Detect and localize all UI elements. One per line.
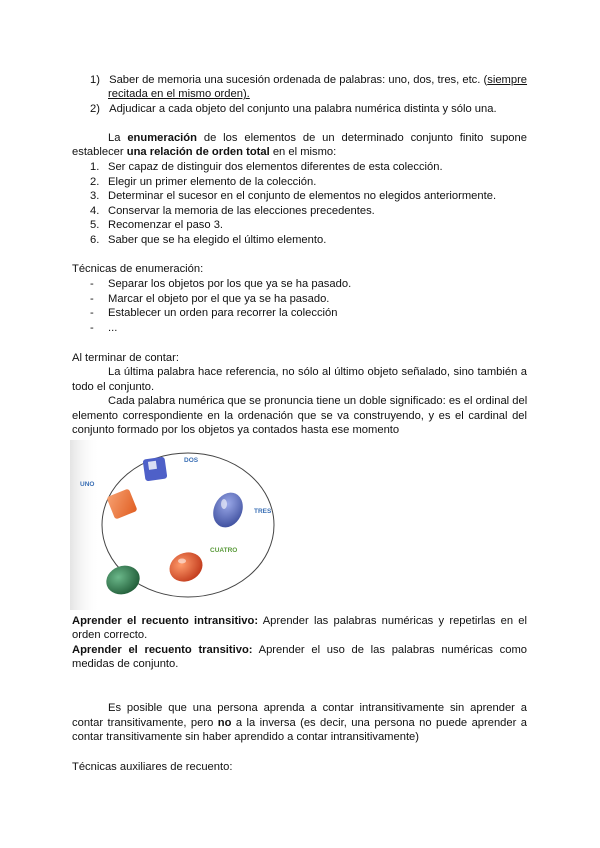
list1-item-2 bbox=[80, 102, 497, 116]
list2-item bbox=[90, 189, 497, 203]
final-l2-bold: no bbox=[217, 717, 232, 729]
recuento-intransitivo-line-1 bbox=[72, 614, 527, 628]
blue-egg bbox=[208, 488, 249, 532]
list2-number: 6. bbox=[90, 234, 100, 246]
list2-item bbox=[90, 218, 224, 232]
blue-egg-highlight bbox=[221, 499, 227, 509]
list1-number: 1) bbox=[90, 74, 100, 86]
list3-item bbox=[90, 277, 352, 291]
list1-item-1-continuation: recitada en el mismo orden). bbox=[108, 88, 250, 100]
final-paragraph-line-2 bbox=[72, 716, 527, 730]
contar-paragraph-2-line-3: conjunto formado por los objetos ya contados hasta ese momento bbox=[72, 424, 400, 436]
list1-text: Adjudicar a cada objeto del conjunto una palabra numérica distinta y sólo una. bbox=[109, 103, 497, 115]
list1-underlined-text: siempre bbox=[487, 74, 528, 86]
list3-text: Separar los objetos por los que ya se ha pasado. bbox=[108, 278, 352, 290]
list2-text: Conservar la memoria de las elecciones precedentes. bbox=[108, 205, 375, 217]
list3-bullet: - bbox=[90, 322, 94, 334]
list2-item bbox=[90, 204, 375, 218]
list2-number: 2. bbox=[90, 176, 100, 188]
list3-item bbox=[90, 292, 330, 306]
contar-title: Al terminar de contar: bbox=[72, 352, 179, 364]
list3-bullet: - bbox=[90, 278, 94, 290]
recuento-intransitivo-term: Aprender el recuento intransitivo: bbox=[72, 615, 259, 627]
list2-number: 3. bbox=[90, 190, 100, 202]
final-paragraph-line-1: Es posible que una persona aprenda a contar intransitivamente sin aprender a bbox=[108, 702, 527, 714]
recuento-transitivo-line-2: medidas de conjunto. bbox=[72, 658, 179, 670]
list2-text: Determinar el sucesor en el conjunto de elementos no elegidos anteriormente. bbox=[108, 190, 497, 202]
label-uno: UNO bbox=[80, 481, 95, 488]
list2-text: Ser capaz de distinguir dos elementos diferentes de esta colección. bbox=[108, 161, 443, 173]
enum-line2-pre: establecer bbox=[72, 146, 127, 158]
red-egg bbox=[165, 547, 208, 587]
final-paragraph-line-3: contar transitivamente sin haber aprendido a contar intransitivamente) bbox=[72, 731, 419, 743]
list2-item bbox=[90, 233, 327, 247]
list3-text: Establecer un orden para recorrer la colección bbox=[108, 307, 338, 319]
red-egg-highlight bbox=[178, 559, 186, 564]
list3-bullet: - bbox=[90, 293, 94, 305]
list3-item bbox=[90, 321, 118, 335]
recuento-transitivo-text: Aprender el uso de las palabras numéricas como bbox=[252, 644, 527, 656]
list2-item bbox=[90, 175, 317, 189]
list2-text: Elegir un primer elemento de la colección. bbox=[108, 176, 317, 188]
label-dos: DOS bbox=[184, 457, 199, 464]
label-tres: TRES bbox=[254, 508, 272, 515]
list2-number: 1. bbox=[90, 161, 100, 173]
enum-line2-post: en el mismo: bbox=[269, 146, 337, 158]
recuento-intransitivo-line-2: orden correcto. bbox=[72, 629, 148, 641]
list2-item bbox=[90, 160, 443, 174]
list2-text: Saber que se ha elegido el último elemento. bbox=[108, 234, 327, 246]
final-l2-pre: contar transitivamente, pero bbox=[72, 717, 218, 729]
green-egg bbox=[102, 561, 144, 599]
list3-bullet: - bbox=[90, 307, 94, 319]
list1-number: 2) bbox=[90, 103, 100, 115]
list3-text: Marcar el objeto por el que ya se ha pasado. bbox=[108, 293, 330, 305]
recuento-transitivo-term: Aprender el recuento transitivo: bbox=[72, 644, 253, 656]
list2-number: 5. bbox=[90, 219, 100, 231]
auxiliares-title: Técnicas auxiliares de recuento: bbox=[72, 761, 233, 773]
tecnicas-title: Técnicas de enumeración: bbox=[72, 263, 204, 275]
recuento-intransitivo-text: Aprender las palabras numéricas y repetirlas en el bbox=[258, 615, 527, 627]
label-cuatro: CUATRO bbox=[210, 547, 238, 554]
list2-number: 4. bbox=[90, 205, 100, 217]
contar-paragraph-1-line-1: La última palabra hace referencia, no sólo al último objeto señalado, sino también a bbox=[108, 366, 527, 378]
enum-pre: La bbox=[108, 132, 128, 144]
enum-bold-phrase: una relación de orden total bbox=[126, 146, 270, 158]
blue-cube bbox=[143, 457, 168, 482]
enum-mid: de los elementos de un determinado conjunto finito supone bbox=[196, 132, 527, 144]
list1-text: Saber de memoria una sucesión ordenada de palabras: uno, dos, tres, etc. ( bbox=[109, 74, 488, 86]
final-l2-post: a la inversa (es decir, una persona no puede aprender a bbox=[231, 717, 527, 729]
contar-paragraph-1-line-2: todo el conjunto. bbox=[72, 381, 155, 393]
contar-paragraph-2-line-1: Cada palabra numérica que se pronuncia tiene un doble significado: es el ordinal del bbox=[108, 395, 528, 407]
counting-illustration bbox=[70, 440, 290, 610]
list3-item bbox=[90, 306, 338, 320]
list3-text: ... bbox=[108, 322, 118, 334]
enum-paragraph-line-1 bbox=[108, 131, 527, 145]
contar-paragraph-2-line-2: elemento correspondiente en la ordenación que se va construyendo, y es el cardinal del bbox=[72, 410, 527, 422]
recuento-transitivo-line-1 bbox=[72, 643, 527, 657]
enum-bold-term: enumeración bbox=[127, 132, 197, 144]
list2-text: Recomenzar el paso 3. bbox=[108, 219, 224, 231]
enum-paragraph-line-2 bbox=[72, 145, 336, 159]
list1-item-1 bbox=[80, 73, 527, 87]
figure-background-shading bbox=[70, 440, 100, 610]
